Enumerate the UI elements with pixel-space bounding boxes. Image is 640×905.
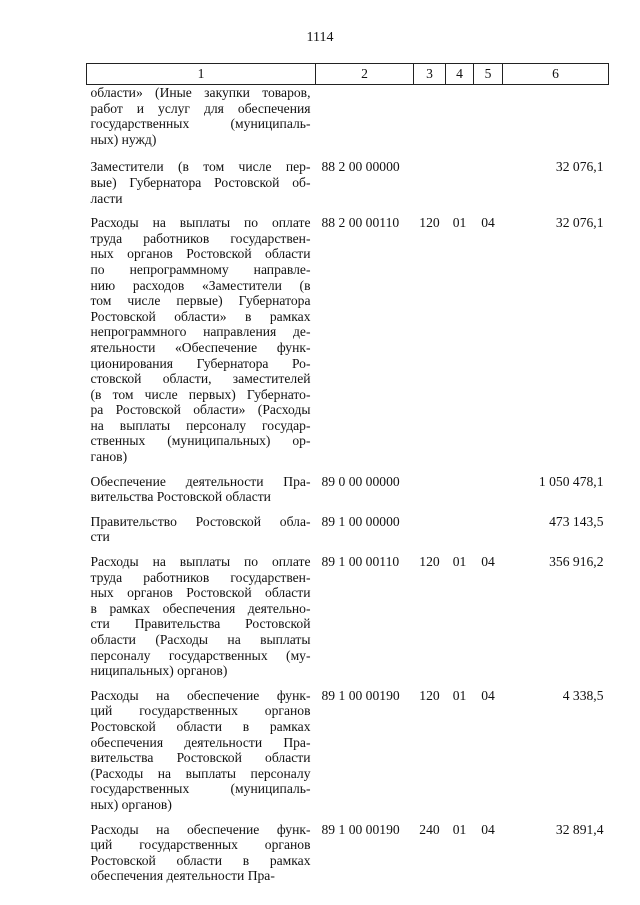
table-row [87, 85, 609, 157]
description-line: Заместители (в том числе пер- [90, 159, 311, 175]
description-line: ра Ростовской области» (Расходы [90, 402, 311, 418]
description-line: Ростовской области в рамках [90, 852, 311, 868]
description-line: ственных (муниципальных) ор- [90, 433, 311, 449]
description-line: Расходы на обеспечение функ- [90, 687, 311, 703]
description-line: обеспечения деятельности Пра- [90, 868, 275, 884]
header-col-4: 4 [446, 64, 474, 85]
description-line: вые) Губернатора Ростовской об- [90, 174, 311, 190]
row-subsection [474, 514, 503, 554]
description-line: области (Расходы на выплаты [90, 632, 311, 647]
description-line: ласти [90, 190, 123, 206]
description-line: ятельности «Обеспечение функ- [90, 339, 311, 355]
row-expense-type: 120 [419, 687, 440, 703]
row-sum: 4 338,5 [562, 687, 604, 703]
header-row [87, 64, 609, 85]
row-sum: 473 143,5 [549, 513, 604, 529]
header-col-5: 5 [474, 64, 503, 85]
row-subsection: 04 [481, 821, 495, 837]
row-subsection [474, 85, 503, 157]
row-expense-type: 120 [419, 554, 440, 570]
row-subsection: 04 [481, 687, 495, 703]
row-expense-type [414, 85, 446, 157]
row-code: 89 1 00 00190 [321, 687, 400, 703]
row-description [87, 156, 316, 215]
row-code: 89 1 00 00000 [321, 513, 400, 529]
row-description [87, 474, 316, 514]
description-line: труда работников государствен- [90, 569, 311, 585]
header-col-6: 6 [503, 64, 609, 85]
row-sum: 356 916,2 [549, 554, 604, 570]
description-line: Ростовской области» в рамках [90, 308, 311, 324]
table-row [87, 514, 609, 554]
row-code [316, 85, 414, 157]
description-line: Правительство Ростовской обла- [90, 513, 311, 529]
description-line: труда работников государствен- [90, 230, 311, 246]
row-sum: 1 050 478,1 [538, 473, 604, 489]
description-line: том числе первые) Губернатора [90, 293, 311, 309]
row-code: 88 2 00 00110 [321, 215, 400, 231]
description-line: (в том числе первых) Губернато- [90, 386, 311, 402]
table-row [87, 474, 609, 514]
row-sum [503, 85, 609, 157]
description-line: на выплаты персоналу государ- [90, 417, 311, 433]
row-section [446, 474, 474, 514]
description-line: Расходы на выплаты по оплате [90, 554, 311, 570]
row-subsection: 04 [481, 215, 495, 231]
table-row [87, 688, 609, 822]
description-line: (Расходы на выплаты персоналу [90, 765, 311, 781]
row-sum: 32 891,4 [555, 821, 604, 837]
row-section [446, 156, 474, 215]
row-expense-type [414, 514, 446, 554]
row-section [446, 514, 474, 554]
description-line: области» (Иные закупки товаров, [90, 85, 311, 100]
description-line: стовской области, заместителей [90, 371, 311, 387]
description-line: обеспечения деятельности Пра- [90, 734, 311, 750]
header-col-2: 2 [316, 64, 414, 85]
row-subsection [474, 474, 503, 514]
row-expense-type [414, 156, 446, 215]
description-line: ных) нужд) [90, 131, 157, 147]
description-line: ных органов Ростовской области [90, 585, 311, 601]
row-expense-type: 240 [419, 821, 440, 837]
description-line: непрограммного направления де- [90, 324, 311, 340]
budget-table [86, 63, 609, 893]
page-number: 1114 [306, 30, 334, 45]
row-code: 89 1 00 00190 [321, 821, 400, 837]
description-line: ных органов Ростовской области [90, 246, 311, 262]
row-description [87, 215, 316, 474]
row-section: 01 [452, 821, 467, 837]
description-line: работ и услуг для обеспечения [90, 100, 311, 116]
table-row [87, 822, 609, 893]
row-expense-type [414, 474, 446, 514]
description-line: Ростовской области в рамках [90, 718, 311, 734]
description-line: ций государственных органов [90, 703, 311, 719]
description-line: сти Правительства Ростовской [90, 616, 311, 632]
description-line: государственных (муниципаль- [90, 116, 311, 132]
row-description [87, 688, 316, 822]
description-line: ционирования Губернатора Ро- [90, 355, 311, 371]
table-row [87, 156, 609, 215]
description-line: вительства Ростовской области [90, 750, 311, 766]
row-section [446, 85, 474, 157]
row-code: 88 2 00 00000 [321, 159, 400, 175]
description-line: Расходы на обеспечение функ- [90, 821, 311, 837]
row-sum: 32 076,1 [555, 159, 604, 175]
description-line: персоналу государственных (му- [90, 647, 311, 663]
table-row [87, 215, 609, 474]
description-line: Обеспечение деятельности Пра- [90, 473, 311, 489]
description-line: государственных (муниципаль- [90, 781, 311, 797]
row-code: 89 0 00 00000 [321, 473, 400, 489]
description-line: нию расходов «Заместители (в [90, 277, 311, 293]
row-description [87, 514, 316, 554]
description-line: сти [90, 529, 110, 545]
header-col-3: 3 [414, 64, 446, 85]
row-subsection: 04 [481, 554, 495, 570]
table-body [87, 85, 609, 893]
header-col-1: 1 [87, 64, 316, 85]
description-line: в рамках обеспечения деятельно- [90, 600, 311, 616]
row-description [87, 554, 316, 688]
row-code: 89 1 00 00110 [321, 554, 400, 570]
row-description [87, 822, 316, 893]
description-line: ганов) [90, 449, 128, 465]
description-line: ных) органов) [90, 796, 172, 812]
row-subsection [474, 156, 503, 215]
row-section: 01 [452, 215, 467, 231]
description-line: по непрограммному направле- [90, 261, 311, 277]
description-line: Расходы на выплаты по оплате [90, 215, 311, 231]
row-sum: 32 076,1 [555, 215, 604, 231]
table-row [87, 554, 609, 688]
row-section: 01 [452, 687, 467, 703]
description-line: ций государственных органов [90, 837, 311, 853]
row-expense-type: 120 [419, 215, 440, 231]
row-description [87, 85, 316, 157]
row-section: 01 [452, 554, 467, 570]
description-line: ниципальных) органов) [90, 663, 228, 679]
description-line: вительства Ростовской области [90, 489, 271, 505]
